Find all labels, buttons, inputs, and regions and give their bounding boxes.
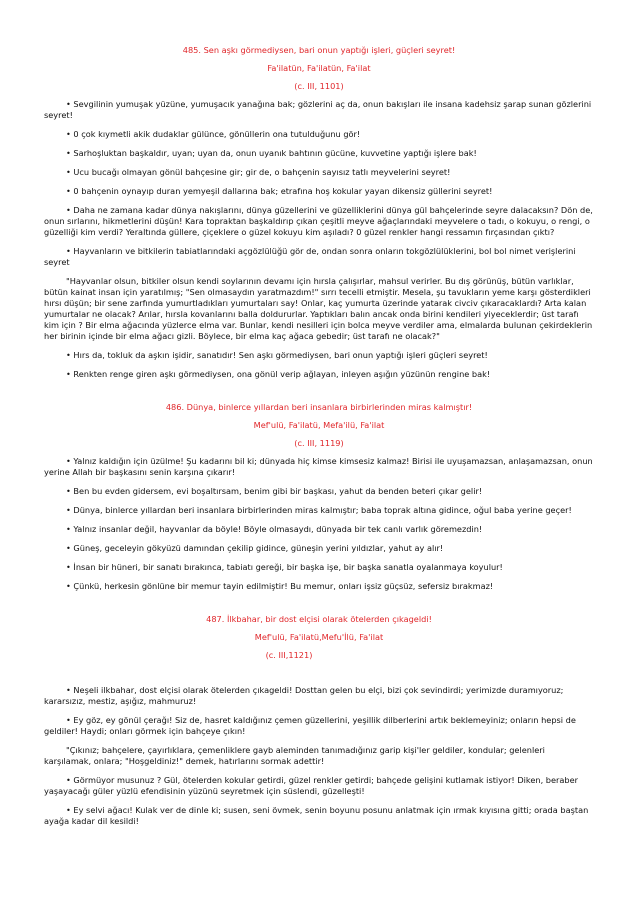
paragraph: • İnsan bir hüneri, bir sanatı bırakınca, tabiatı gereği, bir başka işe, bir başka sanatla oyalanmaya koyulur!	[66, 562, 503, 572]
paragraph: • Ben bu evden gidersem, evi boşaltırsam, benim gibi bir başkası, yahut da benden beteri çıkar gelir!	[66, 486, 483, 496]
paragraph: • Sarhoşluktan başkaldır, uyan; uyan da, onun uyanık bahtının gücüne, kuvvetine yaptığı işlere bak!	[66, 148, 477, 158]
paragraph: • Güneş, geceleyin gökyüzü damından çekilip gidince, güneşin yerini yıldızlar, yahut ay alır!	[66, 543, 444, 553]
paragraph: • 0 çok kıymetli akik dudaklar gülünce, gönüllerin ona tutulduğunu gör!	[66, 129, 361, 139]
paragraph: • Görmüyor musunuz ? Gül, ötelerden kokular getirdi, güzel renkler getirdi; bahçede gelişini kutlamak istiyor! Diken, beraber yaşayacağı güler yüzlü efendisinin yüzünü seyretmek için süslendi, güzelleşti!	[44, 775, 578, 796]
quote-paragraph: "Hayvanlar olsun, bitkiler olsun kendi soylarının devamı için hırsla çalışırlar, mahsul verirler. Bu dış görünüş, bütün varlıklar, bütün kainat insan için yaratılmış; "Sen olmasaydın yaratmazdım!" sırrı tecelli etmiştir. Mesela, şu tavukların yeme karşı gösterdikleri hırsı düşün; bir sene zarfında yumurtladıkları yumurtaları say! Onlar, kaç yumurta üzerinde yatarak civciv çıkaracaklardı? Arta kalan yumurtalar ne olacak? Arılar, hırsla kovanlarını balla doldururlar. Yaptıkları balın ancak onda birini kendileri yiyeceklerdir; üst tarafı kim için ? Bir elma ağacında yüzlerce elma var. Bunlar, kendi nesilleri için bolca meyve verdiler ama, elmalarda bulunan çekirdeklerin her birinin içinde bir elma ağacı gizli. Böylece, bir elma kaç ağaca gebedir; üst tarafı ne olacak?"	[44, 276, 593, 341]
paragraph: • Renkten renge giren aşkı görmediysen, ona gönül verip ağlayan, inleyen aşığın yüzünün rengine bak!	[66, 369, 491, 379]
paragraph: • Yalnız kaldığın için üzülme! Şu kadarını bil ki; dünyada hiç kimse kimsesiz kalmaz! Birisi ile uyuşamazsan, anlaşamazsan, onun yerine Allah bir başkasını senin karşına çıkarır!	[44, 456, 593, 477]
section-meter: Mef'ulü, Fa'ilatü,Mefu'İlü, Fa'ilat	[254, 632, 384, 642]
section-meter: Mef'ulü, Fa'ilatü, Mefa'ilü, Fa'ilat	[253, 420, 385, 430]
paragraph: • Neşeli ilkbahar, dost elçisi olarak ötelerden çıkageldi! Dosttan gelen bu elçi, bizi çok sevindirdi; yerimizde duramıyoruz; kararsızız, mestiz, aşığız, mahmuruz!	[44, 685, 564, 706]
section-title: 487. İlkbahar, bir dost elçisi olarak ötelerden çıkageldi!	[206, 614, 432, 624]
paragraph: • Sevgilinin yumuşak yüzüne, yumuşacık yanağına bak; gözlerini aç da, onun bakışları ile insana kadehsiz şarap sunan gözlerini seyret!	[44, 99, 592, 120]
paragraph: • Hırs da, tokluk da aşkın işidir, sanatıdır! Sen aşkı görmediysen, bari onun yaptığı işleri güçleri seyret!	[66, 350, 488, 360]
section-title: 486. Dünya, binlerce yıllardan beri insanlara birbirlerinden miras kalmıştır!	[165, 402, 473, 412]
paragraph: • Ucu bucağı olmayan gönül bahçesine gir; gir de, o bahçenin sayısız tatlı meyvelerini seyret!	[66, 167, 451, 177]
paragraph: • Yalnız insanlar değil, hayvanlar da böyle! Böyle olmasaydı, dünyada bir tek canlı varlık göremezdin!	[66, 524, 483, 534]
section-title: 485. Sen aşkı görmediysen, bari onun yaptığı işleri, güçleri seyret!	[182, 45, 456, 55]
paragraph: • Hayvanların ve bitkilerin tabiatlarındaki açgözlülüğü gör de, ondan sonra onların tokgözlülüklerini, bol bol nimet verişlerini seyret	[44, 246, 576, 267]
paragraph: • Ey selvi ağacı! Kulak ver de dinle ki; susen, seni övmek, senin boyunu posunu anlatmak için ırmak kıyısına gitti; orada baştan ayağa kadar dil kesildi!	[44, 805, 589, 826]
paragraph: • Dünya, binlerce yıllardan beri insanlara birbirlerinden miras kalmıştır; baba toprak altına gidince, oğul baba yerine geçer!	[66, 505, 572, 515]
section-reference: (c. III,1121)	[265, 650, 313, 660]
quote-paragraph: "Çıkınız; bahçelere, çayırlıklara, çemenliklere gayb aleminden tanımadığınız garip kişi'ler geldiler, kondular; gelenleri karşılamak, onlara; "Hoşgeldiniz!" demek, hatırlarını sormak adettir!	[44, 745, 545, 766]
paragraph: • Çünkü, herkesin gönlüne bir memur tayin edilmiştir! Bu memur, onları işsiz güçsüz, sefersiz bırakmaz!	[66, 581, 494, 591]
section-reference: (c. III, 1101)	[294, 81, 344, 91]
section-meter: Fa'ilatün, Fa'ilatün, Fa'ilat	[267, 63, 371, 73]
section-reference: (c. III, 1119)	[294, 438, 344, 448]
paragraph: • Ey göz, ey gönül çerağı! Siz de, hasret kaldığınız çemen güzellerini, yeşillik dilberlerini artık beklemeyiniz; onların hepsi de geldiler! Haydi; onları görmek için bahçeye çıkın!	[44, 715, 576, 736]
paragraph: • Daha ne zamana kadar dünya nakışlarını, dünya güzellerini ve güzelliklerini dünya gül bahçelerinde seyre dalacaksın? Dön de, onun sırlarını, hikmetlerini düşün! Kara topraktan başkaldırıp çıkan çeşitli meyve ağaçlarındaki meyvelere o tadı, o kokuyu, o rengi, o güzelliği kim verdi? Yeraltında güllere, çiçeklere o güzel kokuyu kim aşıladı? 0 güzel renkler hangi ressamın fırçasından çıktı?	[44, 205, 593, 237]
paragraph: • 0 bahçenin oynayıp duran yemyeşil dallarına bak; etrafına hoş kokular yayan dikensiz güllerini seyret!	[66, 186, 493, 196]
